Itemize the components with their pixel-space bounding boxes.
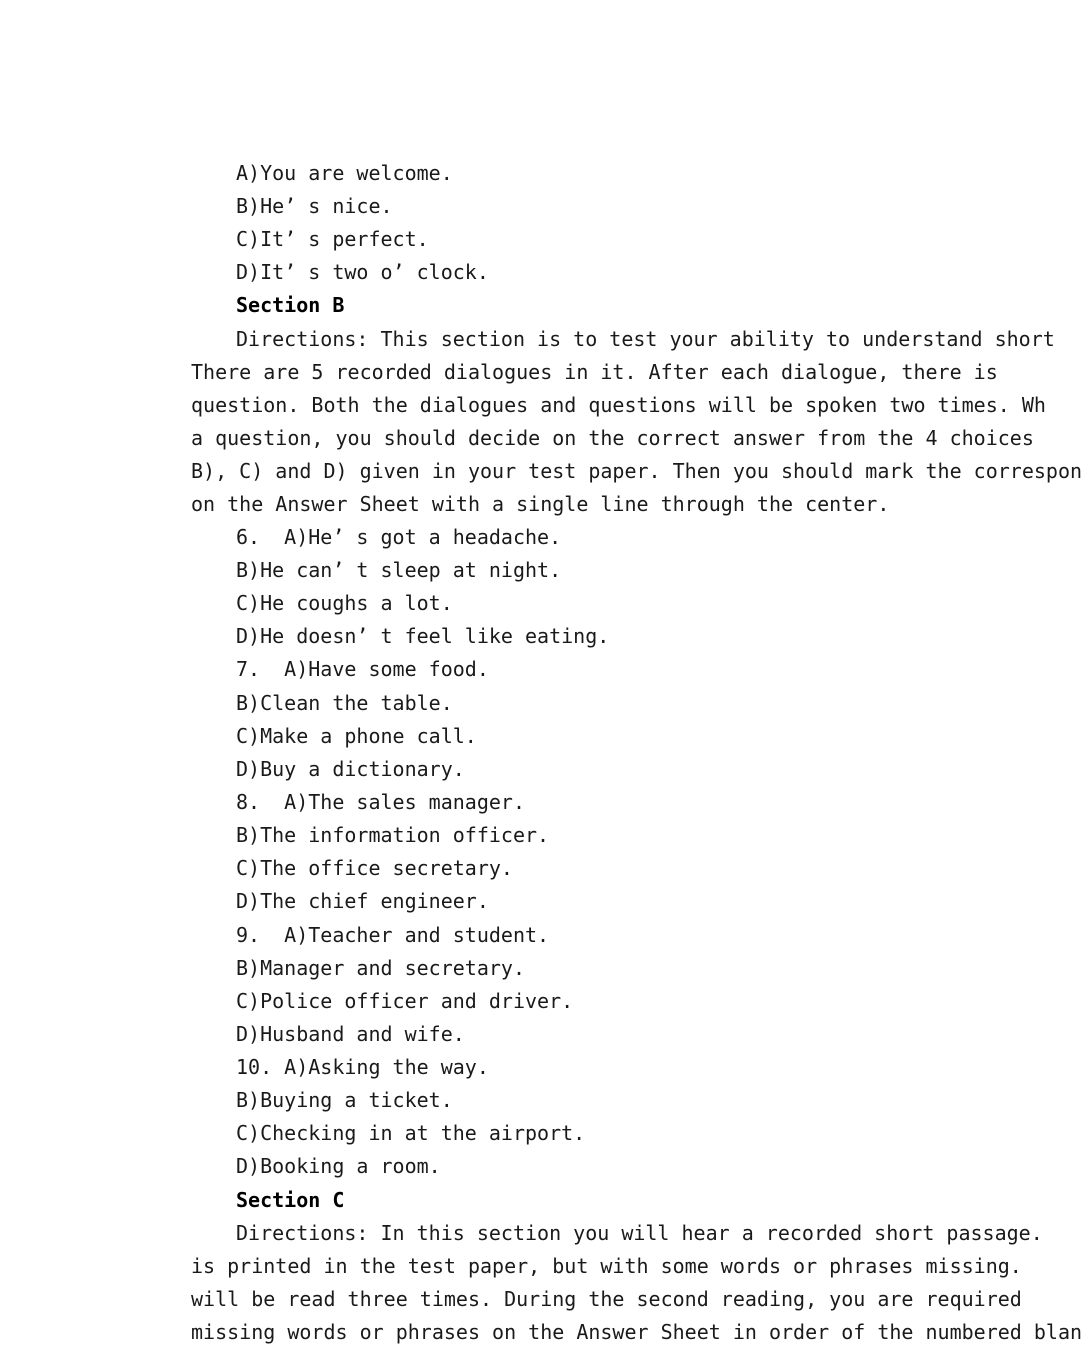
question-9: 9. A)Teacher and student. — [236, 923, 550, 947]
question-8-option-b: B)The information officer. — [236, 823, 550, 847]
question-10-option-d: D)Booking a room. — [236, 1154, 441, 1178]
question-9-option-d: D)Husband and wife. — [236, 1022, 465, 1046]
question-6-option-d: D)He doesn’ t feel like eating. — [236, 624, 610, 648]
section-c-directions-line: is printed in the test paper, but with some words or phrases missing. — [191, 1254, 1022, 1278]
section-c-directions-line: missing words or phrases on the Answer Sheet in order of the numbered blan — [191, 1320, 1082, 1344]
option-b-prev: B)He’ s nice. — [236, 194, 393, 218]
section-b-directions-line: There are 5 recorded dialogues in it. After each dialogue, there is — [191, 360, 998, 384]
section-b-directions-line: question. Both the dialogues and questions will be spoken two times. Wh — [191, 393, 1046, 417]
section-b-directions-line: B), C) and D) given in your test paper. Then you should mark the correspon — [191, 459, 1082, 483]
question-10: 10. A)Asking the way. — [236, 1055, 489, 1079]
question-10-option-b: B)Buying a ticket. — [236, 1088, 453, 1112]
question-8-option-c: C)The office secretary. — [236, 856, 513, 880]
question-7-option-c: C)Make a phone call. — [236, 724, 477, 748]
section-b-directions-line: a question, you should decide on the correct answer from the 4 choices — [191, 426, 1034, 450]
section-c-heading: Section C — [236, 1188, 345, 1212]
question-7-option-d: D)Buy a dictionary. — [236, 757, 465, 781]
question-8: 8. A)The sales manager. — [236, 790, 525, 814]
section-c-directions-line: Directions: In this section you will hear a recorded short passage. — [236, 1221, 1043, 1245]
section-b-directions-line: Directions: This section is to test your ability to understand short — [236, 327, 1055, 351]
section-b-heading: Section B — [236, 293, 345, 317]
question-10-option-c: C)Checking in at the airport. — [236, 1121, 586, 1145]
question-9-option-b: B)Manager and secretary. — [236, 956, 525, 980]
question-7: 7. A)Have some food. — [236, 657, 489, 681]
question-6-option-c: C)He coughs a lot. — [236, 591, 453, 615]
question-6: 6. A)He’ s got a headache. — [236, 525, 562, 549]
question-6-option-b: B)He can’ t sleep at night. — [236, 558, 562, 582]
option-d-prev: D)It’ s two o’ clock. — [236, 260, 489, 284]
option-a-prev: A)You are welcome. — [236, 161, 453, 185]
question-8-option-d: D)The chief engineer. — [236, 889, 489, 913]
section-c-directions-line: will be read three times. During the second reading, you are required — [191, 1287, 1022, 1311]
question-9-option-c: C)Police officer and driver. — [236, 989, 574, 1013]
section-b-directions-line: on the Answer Sheet with a single line through the center. — [191, 492, 890, 516]
question-7-option-b: B)Clean the table. — [236, 691, 453, 715]
option-c-prev: C)It’ s perfect. — [236, 227, 429, 251]
